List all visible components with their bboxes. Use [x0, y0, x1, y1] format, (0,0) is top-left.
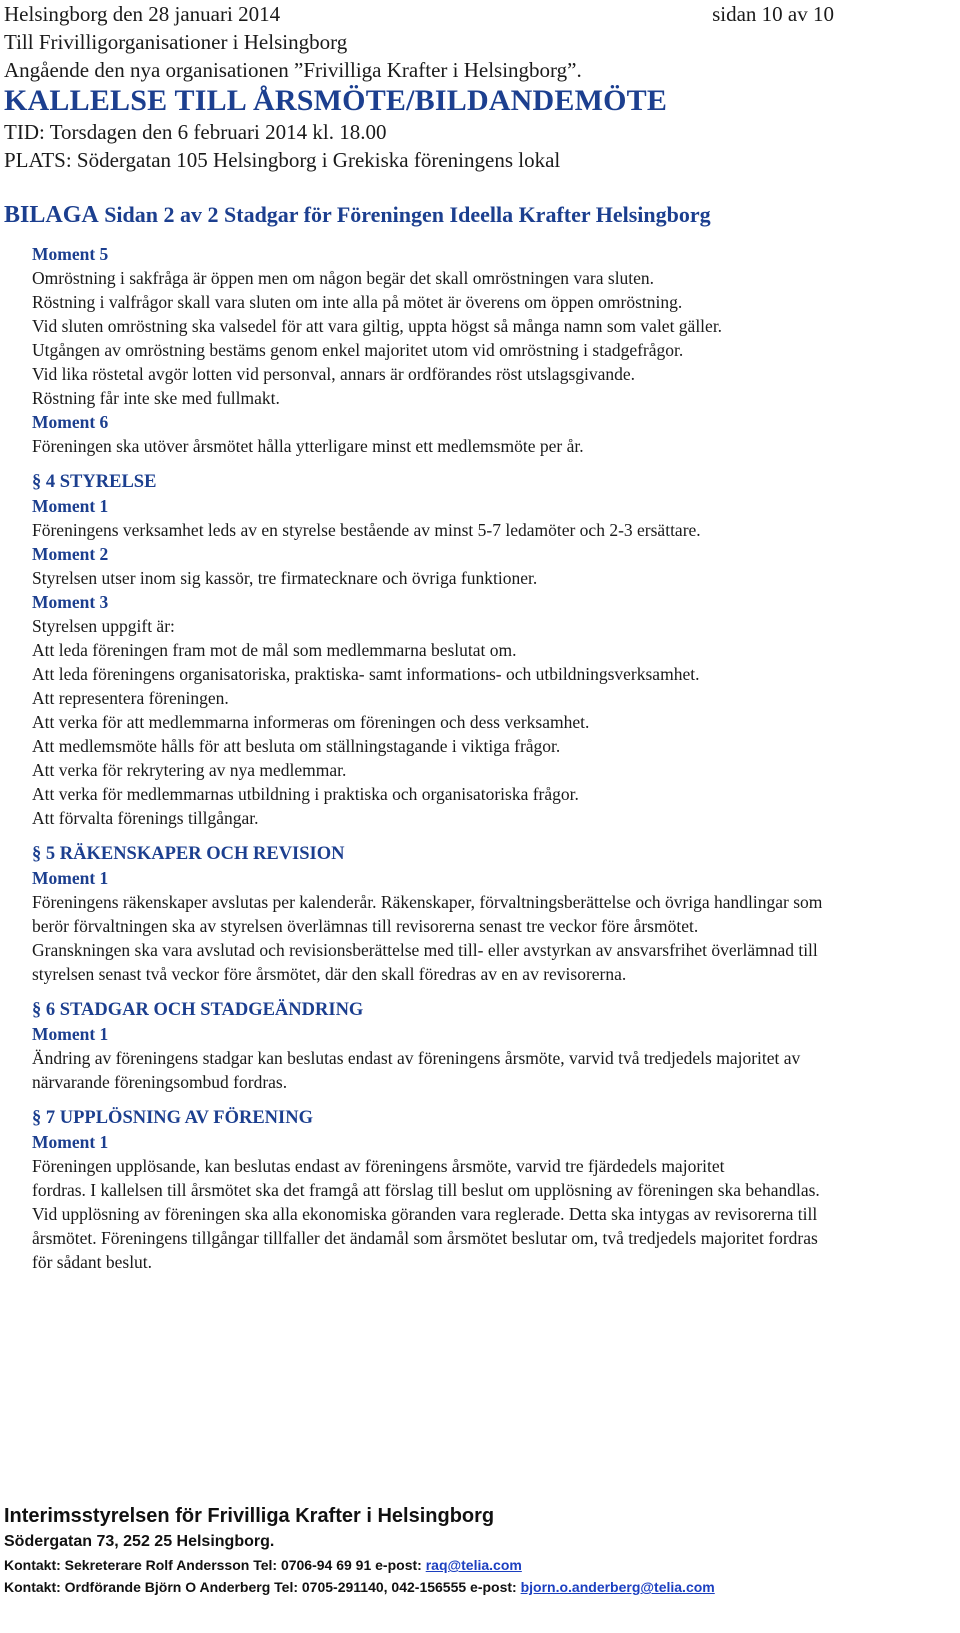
moment-5-heading: Moment 5	[32, 244, 109, 264]
footer-organisation: Interimsstyrelsen för Frivilliga Krafter i Helsingborg	[4, 1505, 495, 1527]
moment-5-line: Utgången av omröstning bestäms genom enkel majoritet utom vid omröstning i stadgefrågor.	[32, 340, 684, 360]
section-4-task-line: Att representera föreningen.	[32, 688, 229, 708]
meeting-place: PLATS: Södergatan 105 Helsingborg i Grekiska föreningens lokal	[4, 148, 561, 172]
contact-chair-text: Kontakt: Ordförande Björn O Anderberg Tel: 0705-291140, 042-156555 e-post:	[4, 1579, 521, 1595]
section-7-paragraph-line: för sådant beslut.	[32, 1252, 153, 1272]
header-date-line	[4, 0, 944, 28]
section-4-moment-3-heading: Moment 3	[32, 592, 109, 612]
attachment-prefix: BILAGA	[4, 202, 99, 228]
section-7-paragraph-line: Vid upplösning av föreningen ska alla ekonomiska göranden vara reglerade. Detta ska intygas av revisorerna till	[32, 1204, 818, 1224]
section-7-paragraph-line: Föreningen upplösande, kan beslutas endast av föreningens årsmöte, varvid tre fjärdedels majoritet	[32, 1156, 725, 1176]
letter-footer	[4, 1502, 954, 1598]
section-4-task-line: Att medlemsmöte hålls för att besluta om ställningstagande i viktiga frågor.	[32, 736, 561, 756]
section-5-heading: § 5 RÄKENSKAPER OCH REVISION	[32, 844, 345, 864]
section-4-task-line: Att förvalta förenings tillgångar.	[32, 808, 259, 828]
section-6-paragraph-line: Ändring av föreningens stadgar kan beslutas endast av föreningens årsmöte, varvid två tredjedels majoritet av	[32, 1048, 801, 1068]
moment-5-line: Vid lika röstetal avgör lotten vid personval, annars är ordförandes röst utslagsgivande.	[32, 364, 636, 384]
section-4-moment-1-heading: Moment 1	[32, 496, 109, 516]
contact-secretary-text: Kontakt: Sekreterare Rolf Andersson Tel: 0706-94 69 91 e-post:	[4, 1557, 426, 1573]
section-4-task-line: Att verka för att medlemmarna informeras om föreningen och dess verksamhet.	[32, 712, 590, 732]
header-subject: Angående den nya organisationen ”Frivilliga Krafter i Helsingborg”.	[4, 58, 582, 82]
section-4-task-line: Att leda föreningens organisatoriska, praktiska- samt informations- och utbildningsverksamhet.	[32, 664, 700, 684]
section-6-paragraph-line: närvarande föreningsombud fordras.	[32, 1072, 288, 1092]
meeting-time: TID: Torsdagen den 6 februari 2014 kl. 18.00	[4, 120, 387, 144]
section-5-paragraph-line: Föreningens räkenskaper avslutas per kalenderår. Räkenskaper, förvaltningsberättelse och övriga handlingar som	[32, 892, 823, 912]
section-7-paragraph-line: årsmötet. Föreningens tillgångar tillfaller det ändamål som årsmötet beslutar om, två tredjedels majoritet fordras	[32, 1228, 818, 1248]
footer-contact-chair	[4, 1576, 954, 1598]
section-4-task-line: Att leda föreningen fram mot de mål som medlemmarna beslutat om.	[32, 640, 517, 660]
attachment-title: Sidan 2 av 2 Stadgar för Föreningen Ideella Krafter Helsingborg	[104, 202, 711, 227]
section-4-moment-2-heading: Moment 2	[32, 544, 109, 564]
moment-5-line: Röstning i valfrågor skall vara sluten om inte alla på mötet är överens om öppen omröstning.	[32, 292, 683, 312]
moment-6-heading: Moment 6	[32, 412, 109, 432]
statutes-body	[32, 242, 956, 1274]
section-5-paragraph-line: styrelsen senast två veckor före årsmötet, där den skall föredras av en av revisorerna.	[32, 964, 627, 984]
letter-header	[4, 0, 944, 174]
page-number: sidan 10 av 10	[712, 2, 834, 26]
moment-5-line: Röstning får inte ske med fullmakt.	[32, 388, 280, 408]
header-date: Helsingborg den 28 januari 2014	[4, 2, 281, 26]
contact-secretary-email-link[interactable]: raq@telia.com	[425, 1557, 522, 1573]
section-5-paragraph-line: Granskningen ska vara avslutad och revisionsberättelse med till- eller avstyrkan av ansvarsfrihet överlämnad till	[32, 940, 818, 960]
section-4-moment-1-text: Föreningens verksamhet leds av en styrelse bestående av minst 5-7 ledamöter och 2-3 ersättare.	[32, 520, 701, 540]
footer-address: Södergatan 73, 252 25 Helsingborg.	[4, 1533, 275, 1550]
section-7-moment-1-heading: Moment 1	[32, 1132, 109, 1152]
header-recipient: Till Frivilligorganisationer i Helsingborg	[4, 30, 348, 54]
section-7-paragraph-line: fordras. I kallelsen till årsmötet ska det framgå att förslag till beslut om upplösning av föreningen ska behandlas.	[32, 1180, 820, 1200]
section-4-task-line: Att verka för rekrytering av nya medlemmar.	[32, 760, 347, 780]
section-6-heading: § 6 STADGAR OCH STADGEÄNDRING	[32, 1000, 364, 1020]
section-5-moment-1-heading: Moment 1	[32, 868, 109, 888]
section-4-heading: § 4 STYRELSE	[32, 472, 157, 492]
moment-5-line: Vid sluten omröstning ska valsedel för att vara giltig, uppta högst så många namn som valet gäller.	[32, 316, 723, 336]
moment-5-line: Omröstning i sakfråga är öppen men om någon begär det skall omröstningen vara sluten.	[32, 268, 655, 288]
section-4-moment-2-text: Styrelsen utser inom sig kassör, tre firmatecknare och övriga funktioner.	[32, 568, 538, 588]
footer-contact-secretary	[4, 1554, 954, 1576]
document-title: KALLELSE TILL ÅRSMÖTE/BILDANDEMÖTE	[4, 84, 668, 117]
section-4-task-line: Att verka för medlemmarnas utbildning i praktiska och organisatoriska frågor.	[32, 784, 579, 804]
section-6-moment-1-heading: Moment 1	[32, 1024, 109, 1044]
section-4-task-line: Styrelsen uppgift är:	[32, 616, 175, 636]
moment-6-text: Föreningen ska utöver årsmötet hålla ytterligare minst ett medlemsmöte per år.	[32, 436, 584, 456]
section-7-heading: § 7 UPPLÖSNING AV FÖRENING	[32, 1108, 313, 1128]
section-5-paragraph-line: berör förvaltningen ska av styrelsen överlämnas till revisorerna senast tre veckor före årsmötet.	[32, 916, 699, 936]
attachment-heading	[4, 202, 711, 229]
contact-chair-email-link[interactable]: bjorn.o.anderberg@telia.com	[520, 1579, 715, 1595]
